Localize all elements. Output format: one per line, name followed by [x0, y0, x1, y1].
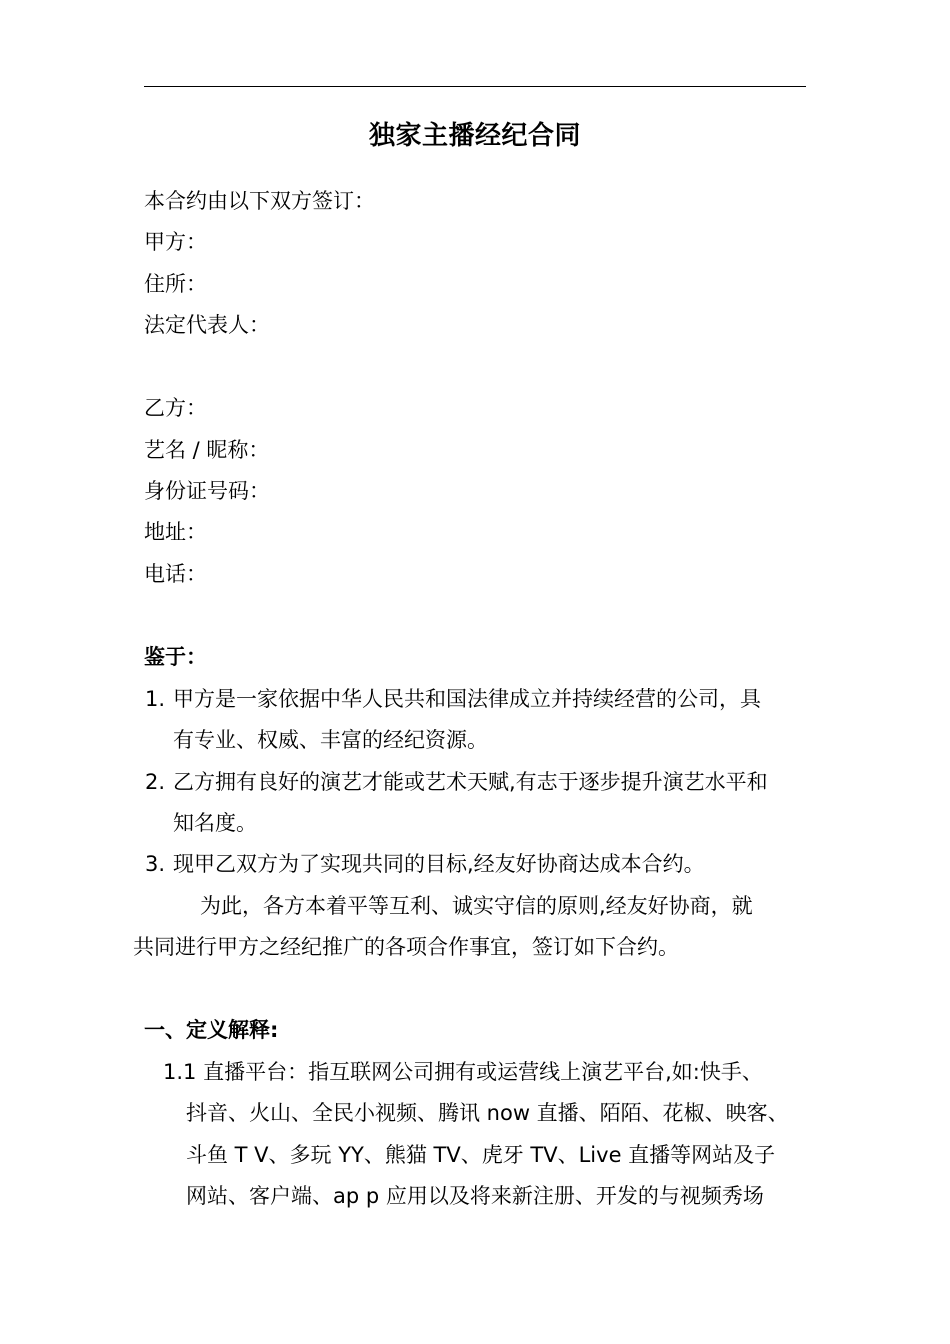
intro-line: 本合约由以下双方签订：: [144, 189, 375, 213]
whereas-item-1-line-1: 甲方是一家依据中华人民共和国法律成立并持续经营的公司，具: [173, 687, 761, 711]
whereas-item-3-number: 3.: [145, 852, 166, 876]
whereas-heading: 鉴于：: [144, 645, 207, 669]
party-b-address: 地址：: [144, 520, 207, 544]
whereas-conclusion-line-2: 共同进行甲方之经纪推广的各项合作事宜，签订如下合约。: [133, 935, 679, 959]
section-1-heading: 一、定义解释:: [144, 1018, 279, 1042]
whereas-item-3-line-1: 现甲乙双方为了实现共同的目标,经友好协商达成本合约。: [173, 852, 705, 876]
item-1-1-line-4: 网站、客户端、ap p 应用以及将来新注册、开发的与视频秀场: [186, 1184, 764, 1208]
party-a-label: 甲方：: [144, 230, 207, 254]
whereas-item-2-line-1: 乙方拥有良好的演艺才能或艺术天赋,有志于逐步提升演艺水平和: [173, 770, 768, 794]
whereas-conclusion-line-1: 为此，各方本着平等互利、诚实守信的原则,经友好协商，就: [200, 894, 753, 918]
party-a-address: 住所：: [144, 272, 207, 296]
party-b-stage-name: 艺名 / 昵称：: [144, 438, 270, 462]
item-1-1-line-2: 抖音、火山、全民小视频、腾讯 now 直播、陌陌、花椒、映客、: [186, 1101, 789, 1125]
party-b-label: 乙方：: [144, 396, 207, 420]
party-b-phone: 电话：: [144, 562, 207, 586]
item-1-1-line-3: 斗鱼 T V、多玩 YY、熊猫 TV、虎牙 TV、Live 直播等网站及子: [186, 1143, 776, 1167]
whereas-item-1-number: 1.: [145, 687, 166, 711]
header-rule: [144, 86, 806, 87]
whereas-item-2-number: 2.: [145, 770, 166, 794]
document-title: 独家主播经纪合同: [368, 121, 581, 151]
party-b-id-number: 身份证号码：: [144, 479, 270, 503]
party-a-legal-rep: 法定代表人：: [144, 313, 270, 337]
whereas-item-2-line-2: 知名度。: [173, 811, 257, 835]
item-1-1-line-1: 1.1 直播平台：指互联网公司拥有或运营线上演艺平台,如:快手、: [163, 1060, 763, 1084]
whereas-item-1-line-2: 有专业、权威、丰富的经纪资源。: [173, 728, 488, 752]
